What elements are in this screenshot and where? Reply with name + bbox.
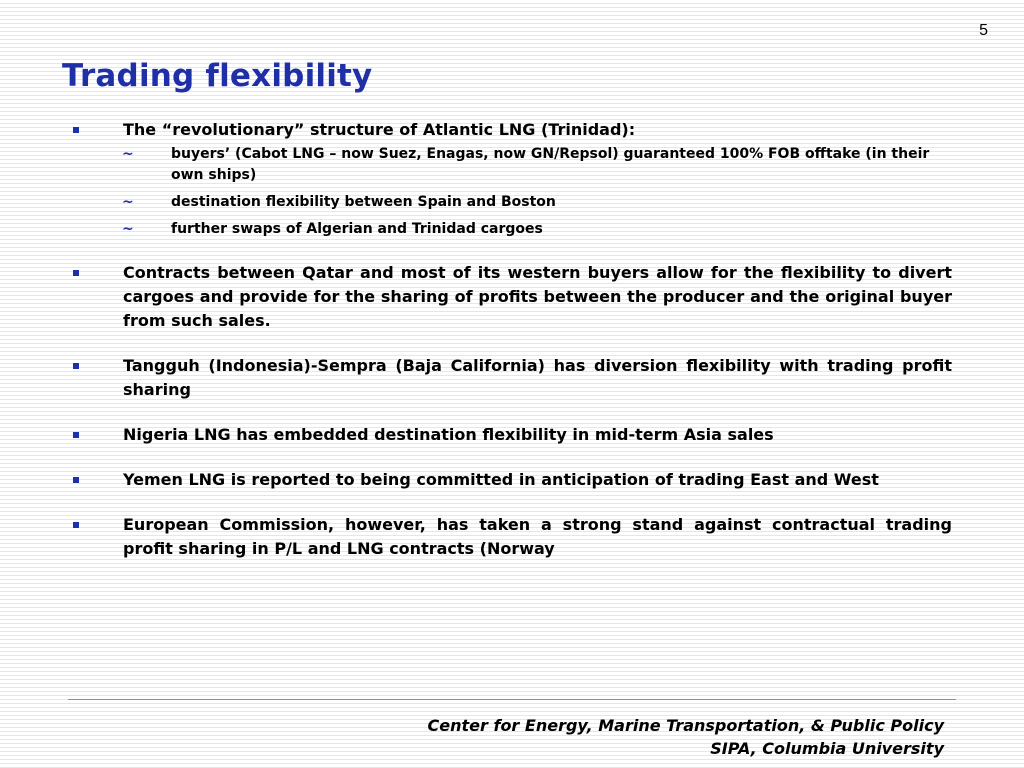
footer-line-center: Center for Energy, Marine Transportation, & Public Policy bbox=[427, 716, 944, 735]
bullet-item-european-commission bbox=[70, 513, 952, 561]
square-bullet-icon bbox=[70, 127, 82, 133]
bullet-text: Tangguh (Indonesia)-Sempra (Baja California) has diversion flexibility with trading profit sharing bbox=[123, 356, 952, 399]
footer bbox=[428, 714, 944, 760]
sub-bullet-text: further swaps of Algerian and Trinidad cargoes bbox=[171, 221, 543, 237]
square-bullet-icon bbox=[70, 477, 82, 483]
bullet-item-nigeria bbox=[70, 423, 952, 447]
sub-bullet-item bbox=[70, 192, 952, 213]
sub-bullet-text: buyers’ (Cabot LNG – now Suez, Enagas, now GN/Repsol) guaranteed 100% FOB offtake (in their own ships) bbox=[171, 146, 930, 183]
bullet-item-qatar bbox=[70, 261, 952, 333]
bullet-text: The “revolutionary” structure of Atlantic LNG (Trinidad): bbox=[123, 120, 636, 139]
square-bullet-icon bbox=[70, 432, 82, 438]
footer-divider bbox=[68, 699, 956, 700]
bullet-text: Contracts between Qatar and most of its western buyers allow for the flexibility to divert cargoes and provide for the sharing of profits between the producer and the original buyer from such sales. bbox=[123, 263, 952, 330]
bullet-list bbox=[70, 118, 952, 582]
footer-line-sipa: SIPA, Columbia University bbox=[710, 739, 944, 758]
square-bullet-icon bbox=[70, 522, 82, 528]
bullet-item-tangguh bbox=[70, 354, 952, 402]
bullet-text: European Commission, however, has taken a strong stand against contractual trading profit sharing in P/L and LNG contracts (Norway bbox=[123, 515, 952, 558]
sub-bullet-list bbox=[70, 144, 952, 240]
bullet-text: Yemen LNG is reported to being committed in anticipation of trading East and West bbox=[123, 470, 879, 489]
square-bullet-icon bbox=[70, 270, 82, 276]
tilde-bullet-icon: ~ bbox=[122, 194, 134, 210]
bullet-item-atlantic-lng bbox=[70, 118, 952, 142]
tilde-bullet-icon: ~ bbox=[122, 146, 134, 162]
square-bullet-icon bbox=[70, 363, 82, 369]
page-number: 5 bbox=[979, 22, 988, 39]
tilde-bullet-icon: ~ bbox=[122, 221, 134, 237]
bullet-item-yemen bbox=[70, 468, 952, 492]
sub-bullet-item bbox=[70, 144, 952, 186]
sub-bullet-item bbox=[70, 219, 952, 240]
sub-bullet-text: destination flexibility between Spain and Boston bbox=[171, 194, 556, 210]
slide-title: Trading flexibility bbox=[62, 58, 373, 94]
bullet-text: Nigeria LNG has embedded destination flexibility in mid-term Asia sales bbox=[123, 425, 774, 444]
